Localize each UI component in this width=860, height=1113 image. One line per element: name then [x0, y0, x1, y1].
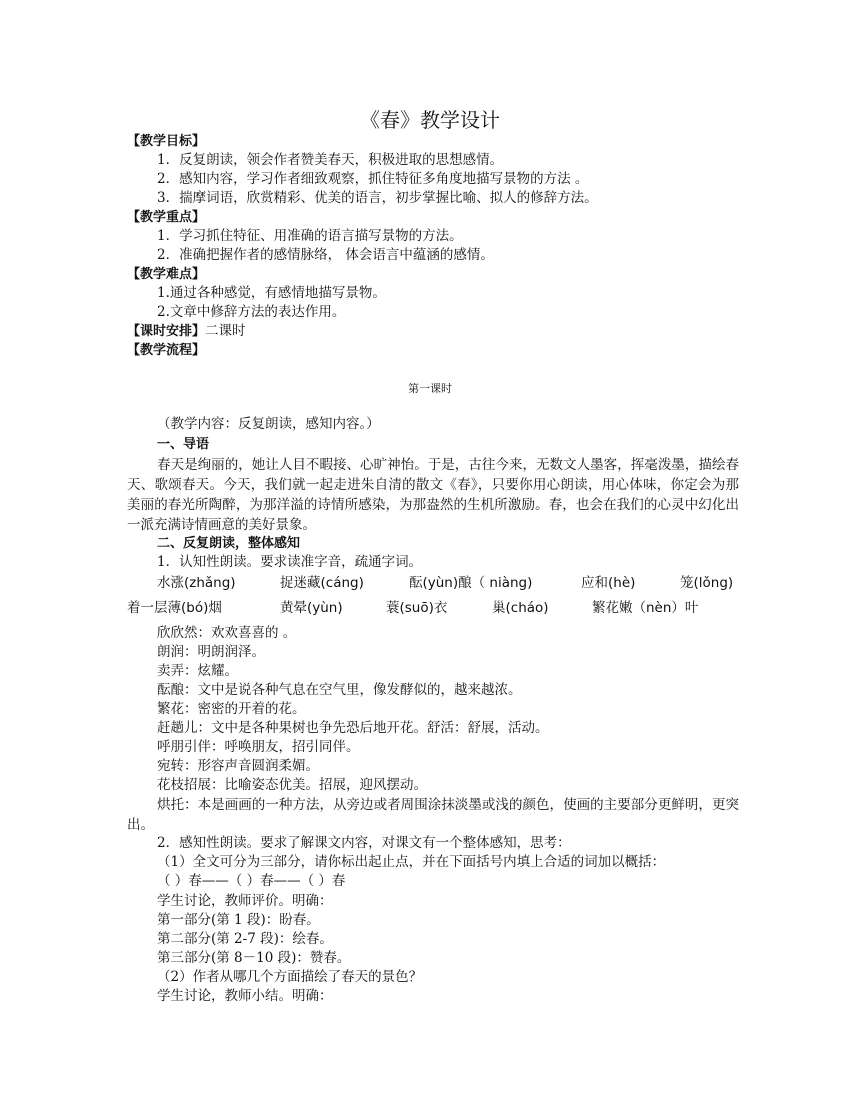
schedule-line [127, 322, 246, 341]
definition-line: 呼朋引伴：呼唤朋友，招引同伴。 [157, 739, 360, 755]
difficulty-item: 1.通过各种感觉，有感情地描写景物。 [157, 285, 386, 301]
intro-paragraph [127, 455, 739, 535]
discussion-note: 学生讨论，教师评价。明确： [157, 893, 333, 909]
definition-line: 酝酿：文中是说各种气息在空气里，像发酵似的，越来越浓。 [157, 682, 522, 698]
difficulty-item: 2.文章中修辞方法的表达作用。 [157, 304, 346, 320]
vocab-word: 捉迷藏(cáng) [280, 575, 364, 591]
heading-teaching-goals: 【教学目标】 [127, 134, 206, 149]
intro-text: 春天是绚丽的，她让人目不暇接、心旷神怡。于是，古往今来，无数文人墨客，挥毫泼墨，描绘春天、歌颂春天。今天，我们就一起走进朱自清的散文《春》，只要你用心朗读，用心体味，你定会为那美丽的春光所陶醉，为那洋溢的诗情所感染，为那盎然的生机所激励。春，也会在我们的心灵中幻化出一派充满诗情画意的美好景象。 [127, 457, 739, 533]
vocab-word: 繁花嫩（nèn）叶 [592, 600, 699, 616]
heading-schedule: 【课时安排】 [127, 324, 206, 339]
lesson-title: 第一课时 [408, 382, 452, 395]
heading-key-points: 【教学重点】 [127, 210, 206, 225]
part-summary: 第一部分(第 1 段)：盼春。 [157, 912, 320, 928]
heading-teaching-flow: 【教学流程】 [127, 343, 206, 358]
key-point-item: 1．学习抓住特征、用准确的语言描写景物的方法。 [157, 228, 463, 244]
definition-line: 赶趟儿：文中是各种果树也争先恐后地开花。舒活：舒展，活动。 [157, 720, 549, 736]
section-intro-heading: 一、导语 [157, 437, 210, 452]
vocab-word: 着一层薄(bó)烟 [127, 600, 222, 616]
vocab-word: 水涨(zhǎng) [157, 575, 236, 591]
vocab-word: 应和(hè) [581, 575, 636, 591]
goal-item: 1．反复朗读，领会作者赞美春天，积极进取的思想感情。 [157, 152, 504, 168]
vocab-word: 笼(lǒng) [680, 575, 734, 591]
schedule-value: 二课时 [205, 323, 246, 339]
vocab-word: 酝(yùn)酿（ niàng) [409, 575, 533, 591]
question-1: （1）全文可分为三部分，请你标出起止点，并在下面括号内填上合适的词加以概括： [157, 854, 666, 870]
definition-line: 繁花：密密的开着的花。 [157, 701, 306, 717]
definition-line: 欣欣然：欢欢喜喜的 。 [157, 625, 297, 641]
hongtuo-text: 烘托：本是画画的一种方法，从旁边或者周围涂抹淡墨或浅的颜色，使画的主要部分更鲜明，更突出。 [127, 797, 739, 833]
heading-difficulties: 【教学难点】 [127, 267, 206, 282]
part-summary: 第三部分(第 8－10 段)：赞春。 [157, 950, 351, 966]
lesson-content-note: （教学内容：反复朗读，感知内容。） [157, 416, 380, 432]
definition-line: 朗润：明朗润泽。 [157, 644, 265, 660]
definition-line: 花枝招展：比喻姿态优美。招展，迎风摆动。 [157, 777, 427, 793]
question-2: （2）作者从哪几个方面描绘了春天的景色？ [157, 969, 423, 985]
definition-line: 宛转：形容声音圆润柔媚。 [157, 758, 319, 774]
reading-step-1: 1．认知性朗读。要求读准字音，疏通字词。 [157, 554, 423, 570]
definition-line: 卖弄：炫耀。 [157, 663, 238, 679]
part-summary: 第二部分(第 2-7 段)：绘春。 [157, 931, 333, 947]
document-title: 《春》教学设计 [360, 108, 500, 132]
question-1-blanks: （ ）春——（ ）春——（ ）春 [157, 873, 346, 889]
vocab-word: 黄晕(yùn) [280, 600, 343, 616]
reading-step-2: 2．感知性朗读。要求了解课文内容，对课文有一个整体感知，思考： [157, 835, 571, 851]
discussion-note: 学生讨论，教师小结。明确： [157, 988, 333, 1004]
goal-item: 3．揣摩词语，欣赏精彩、优美的语言，初步掌握比喻、拟人的修辞方法。 [157, 190, 598, 206]
vocab-word: 巢(cháo) [492, 600, 549, 616]
vocab-word: 蓑(suō)衣 [386, 600, 448, 616]
goal-item: 2．感知内容，学习作者细致观察，抓住特征多角度地描写景物的方法 。 [157, 171, 589, 187]
section-reading-heading: 二、反复朗读，整体感知 [157, 536, 301, 551]
hongtuo-definition [127, 795, 739, 835]
key-point-item: 2．准确把握作者的感情脉络， 体会语言中蕴涵的感情。 [157, 247, 494, 263]
